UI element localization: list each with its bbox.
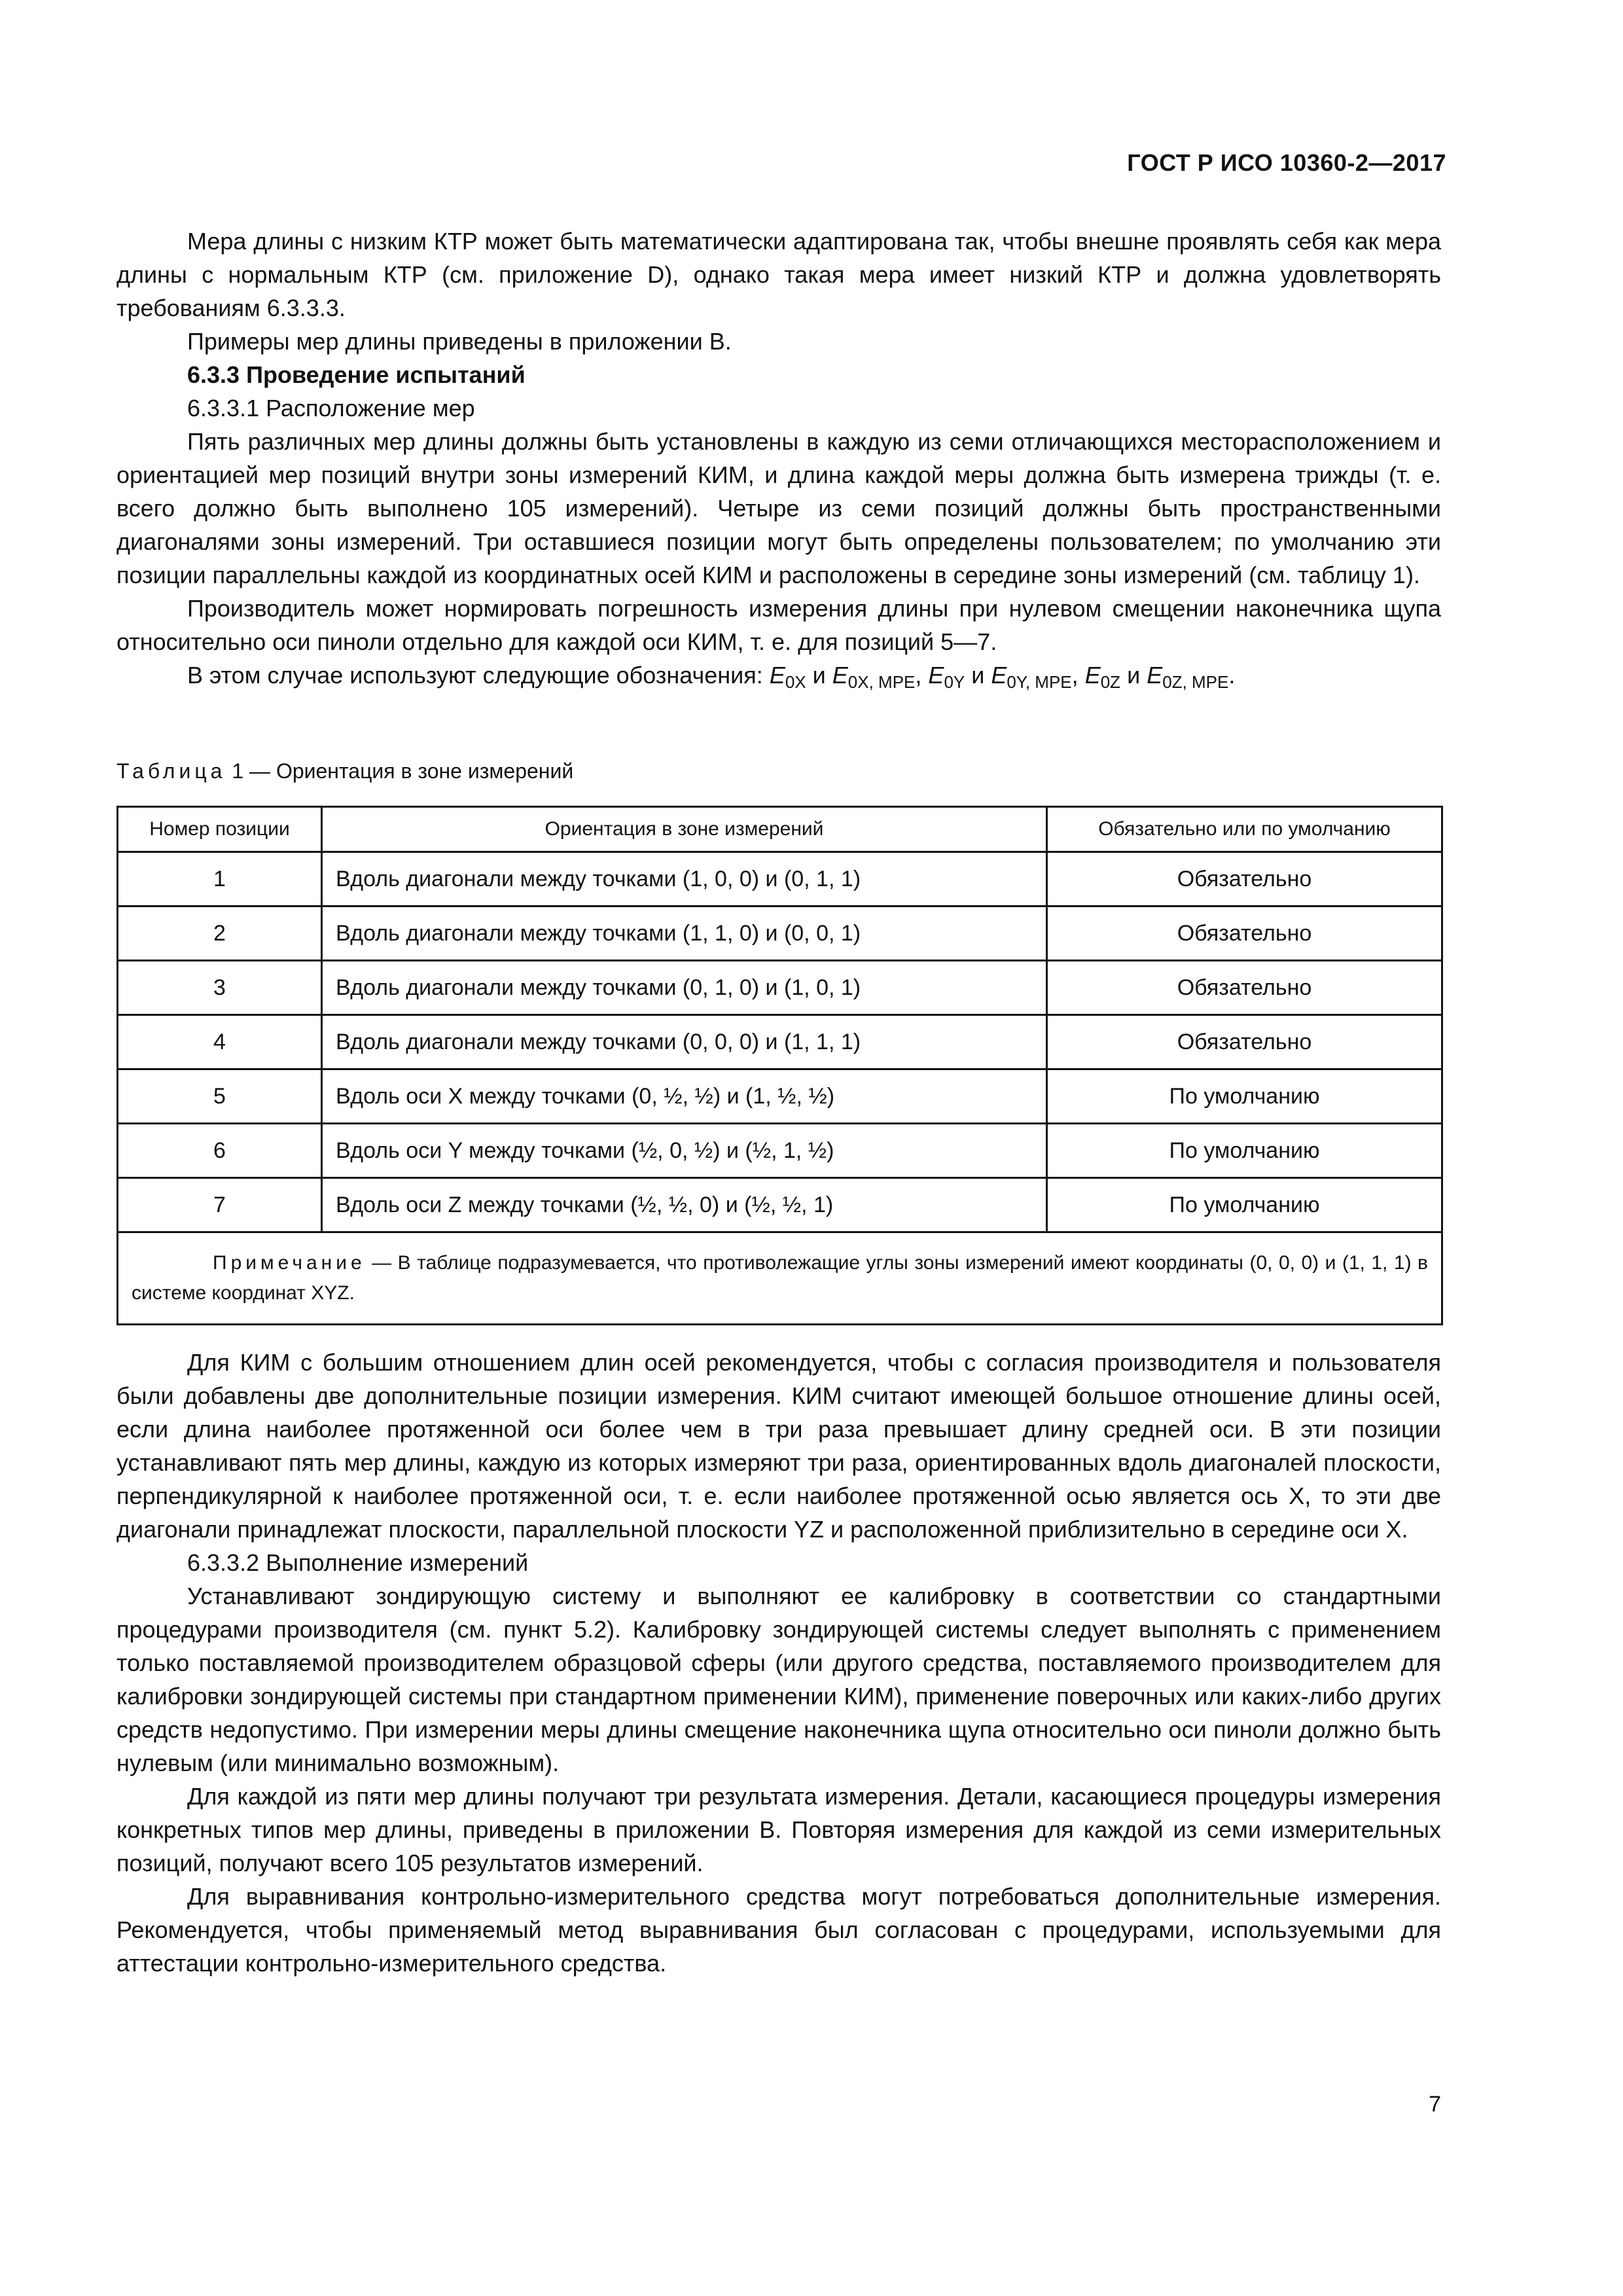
- table-header-row: [118, 807, 1442, 852]
- subscript-0x: 0X: [785, 672, 806, 692]
- orientation-description: Вдоль оси Y между точками (½, 0, ½) и (½, 1, ½): [322, 1124, 1047, 1178]
- table-row: [118, 852, 1442, 906]
- orientation-description: Вдоль диагонали между точками (0, 1, 0) и (1, 0, 1): [322, 961, 1047, 1015]
- table-row: [118, 1124, 1442, 1178]
- comma: ,: [1071, 662, 1079, 689]
- subsection-title: Расположение мер: [266, 395, 475, 422]
- requirement-status: По умолчанию: [1047, 1178, 1442, 1232]
- designations-intro: В этом случае используют следующие обозначения:: [187, 662, 763, 689]
- standard-designation: ГОСТ Р ИСО 10360-2—2017: [1127, 149, 1446, 176]
- symbol-e: E: [1084, 662, 1101, 689]
- table-row: [118, 1178, 1442, 1232]
- symbol-e: E: [769, 662, 785, 689]
- section-heading-title: Проведение испытаний: [246, 361, 526, 388]
- conjunction: и: [1127, 662, 1141, 689]
- symbol-e: E: [928, 662, 944, 689]
- symbol-e: E: [832, 662, 848, 689]
- paragraph-positions: Пять различных мер длины должны быть установлены в каждую из семи отличающихся месторасположением и ориентацией мер позиций внутри зоны измерений КИМ, и длина каждой меры должна быть измерена трижды (т. е. всего должно быть выполнено 105 измерений). Четыре из семи позиций должны быть пространственными диагоналями зоны измерений. Три оставшиеся позиции могут быть определены пользователем; по умолчанию эти позиции параллельны каждой из координатных осей КИМ и расположены в середине зоны измерений (см. таблицу 1).: [116, 428, 1441, 588]
- subsection-title: Выполнение измерений: [266, 1549, 529, 1576]
- position-number: 5: [118, 1069, 322, 1124]
- position-number: 1: [118, 852, 322, 906]
- subsection-number: 6.3.3.2: [187, 1549, 260, 1576]
- paragraph-axis-ratio: Для КИМ с большим отношением длин осей рекомендуется, чтобы с согласия производителя и пользователя были добавлены две дополнительные позиции измерения. КИМ считают имеющей большое отношение длины осей, если длина наиболее протяженной оси более чем в три раза превышает длину средней оси. В эти позиции устанавливают пять мер длины, каждую из которых измеряют три раза, ориентированных вдоль диагоналей плоскости, перпендикулярной к наиболее протяженной оси, т. е. если наиболее протяженной осью является ось X, то эти две диагонали принадлежат плоскости, параллельной плоскости YZ и расположенной приблизительно в середине оси X.: [116, 1349, 1441, 1543]
- subscript-0x-mpe: 0X, MPE: [847, 672, 916, 692]
- orientation-description: Вдоль диагонали между точками (1, 0, 0) и (0, 1, 1): [322, 852, 1047, 906]
- requirement-status: Обязательно: [1047, 1015, 1442, 1069]
- page-number: 7: [1429, 2092, 1441, 2117]
- requirement-status: По умолчанию: [1047, 1069, 1442, 1124]
- table-note-row: [118, 1232, 1442, 1325]
- symbol-e: E: [991, 662, 1007, 689]
- requirement-status: Обязательно: [1047, 852, 1442, 906]
- paragraph-alignment: Для выравнивания контрольно-измерительного средства могут потребоваться дополнительные измерения. Рекомендуется, чтобы применяемый метод выравнивания был согласован с процедурами, используемыми для аттестации контрольно-измерительного средства.: [116, 1883, 1441, 1977]
- subsection-heading-1: [116, 391, 1441, 425]
- paragraph-low-cte: Мера длины с низким КТР может быть математически адаптирована так, чтобы внешне проявлять себя как мера длины с нормальным КТР (см. приложение D), однако такая мера имеет низкий КТР и должна удовлетворять требованиям 6.3.3.3.: [116, 228, 1441, 321]
- subscript-0y-mpe: 0Y, MPE: [1007, 672, 1072, 692]
- conjunction: и: [812, 662, 826, 689]
- comma: ,: [915, 662, 922, 689]
- subscript-0y: 0Y: [944, 672, 965, 692]
- requirement-status: Обязательно: [1047, 906, 1442, 961]
- table-caption-label: Таблица: [116, 759, 226, 783]
- position-number: 7: [118, 1178, 322, 1232]
- paragraph-examples: Примеры мер длины приведены в приложении В.: [187, 328, 732, 355]
- orientation-table: [116, 806, 1443, 1325]
- table-caption: [116, 759, 573, 783]
- requirement-status: По умолчанию: [1047, 1124, 1442, 1178]
- subsection-number: 6.3.3.1: [187, 395, 260, 422]
- note-label: Примечание: [213, 1252, 366, 1274]
- header-position-number: Номер позиции: [118, 807, 322, 852]
- requirement-status: Обязательно: [1047, 961, 1442, 1015]
- paragraph-measurement-results: Для каждой из пяти мер длины получают три результата измерения. Детали, касающиеся процедуры измерения конкретных типов мер длины, приведены в приложении В. Повторяя измерения для каждой из семи измерительных позиций, получают всего 105 результатов измерений.: [116, 1783, 1441, 1876]
- symbol-e: E: [1147, 662, 1163, 689]
- table-note: [118, 1232, 1442, 1325]
- position-number: 4: [118, 1015, 322, 1069]
- paragraph-manufacturer: Производитель может нормировать погрешность измерения длины при нулевом смещении наконечника щупа относительно оси пиноли отдельно для каждой оси КИМ, т. е. для позиций 5—7.: [116, 595, 1441, 655]
- table-row: [118, 906, 1442, 961]
- subscript-0z-mpe: 0Z, MPE: [1162, 672, 1229, 692]
- paragraph-probe-calibration: Устанавливают зондирующую систему и выполняют ее калибровку в соответствии со стандартными процедурами производителя (см. пункт 5.2). Калибровку зондирующей системы следует выполнять с применением только поставляемой производителем образцовой сферы (или другого средства, поставляемого производителем для калибровки зондирующей системы при стандартном применении КИМ), применение поверочных или каких-либо других средств недопустимо. При измерении меры длины смещение наконечника щупа относительно оси пиноли должно быть нулевым (или минимально возможным).: [116, 1583, 1441, 1776]
- orientation-description: Вдоль диагонали между точками (0, 0, 0) и (1, 1, 1): [322, 1015, 1047, 1069]
- orientation-description: Вдоль оси X между точками (0, ½, ½) и (1, ½, ½): [322, 1069, 1047, 1124]
- position-number: 2: [118, 906, 322, 961]
- conjunction: и: [971, 662, 985, 689]
- bottom-text-block: [116, 1346, 1441, 1980]
- table-caption-text: 1 — Ориентация в зоне измерений: [232, 759, 574, 783]
- header-mandatory-default: Обязательно или по умолчанию: [1047, 807, 1442, 852]
- position-number: 6: [118, 1124, 322, 1178]
- orientation-description: Вдоль диагонали между точками (1, 1, 0) и (0, 0, 1): [322, 906, 1047, 961]
- table-row: [118, 1015, 1442, 1069]
- section-heading-number: 6.3.3: [187, 361, 240, 388]
- subscript-0z: 0Z: [1100, 672, 1121, 692]
- subsection-heading-2: [116, 1546, 1441, 1579]
- table-row: [118, 961, 1442, 1015]
- section-heading: [116, 358, 1441, 391]
- header-orientation: Ориентация в зоне измерений: [322, 807, 1047, 852]
- top-text-block: [116, 224, 1441, 692]
- table-row: [118, 1069, 1442, 1124]
- designations-line: [116, 658, 1441, 692]
- period: .: [1228, 662, 1236, 689]
- note-text: — В таблице подразумевается, что противолежащие углы зоны измерений имеют координаты (0, 0, 0) и (1, 1, 1) в системе координат XYZ.: [132, 1252, 1428, 1304]
- position-number: 3: [118, 961, 322, 1015]
- orientation-description: Вдоль оси Z между точками (½, ½, 0) и (½, ½, 1): [322, 1178, 1047, 1232]
